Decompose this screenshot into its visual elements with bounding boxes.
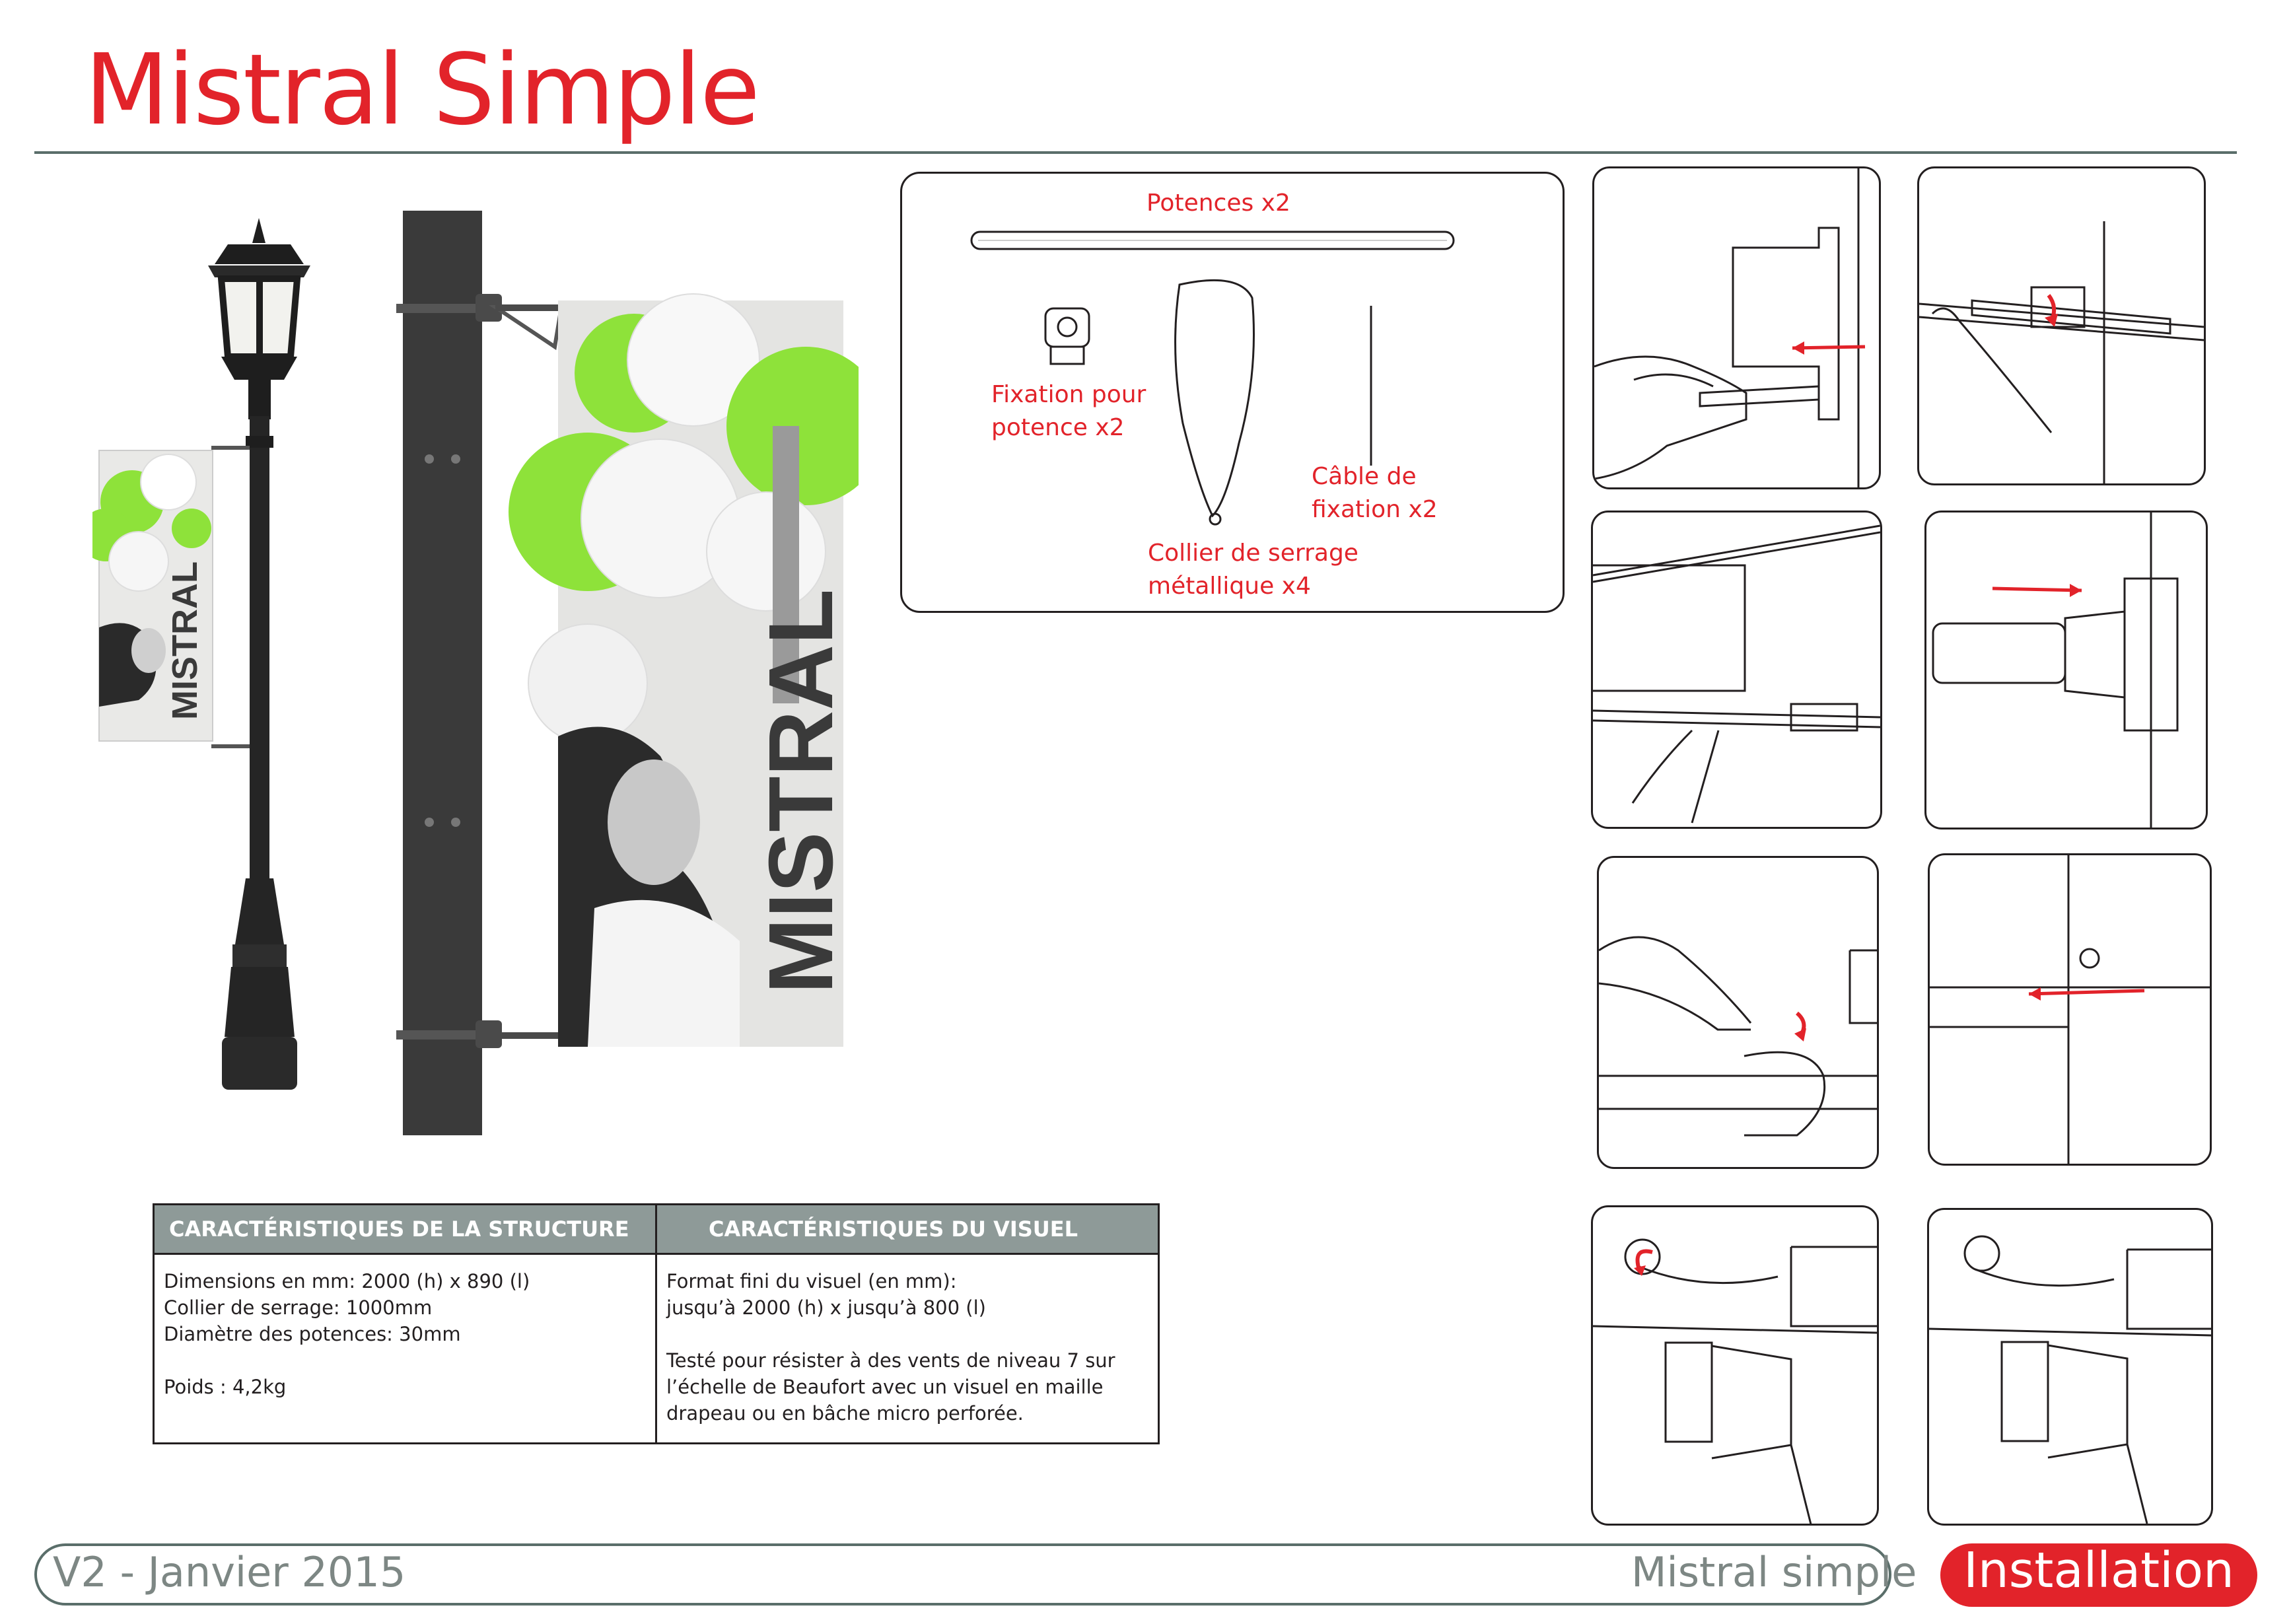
installation-step-1 [1592,166,1881,489]
label-cable: Câble de fixation x2 [1312,463,1438,523]
version-label: V2 - Janvier 2015 [53,1548,406,1596]
fixation-clamp-drawing [1038,303,1097,369]
installation-step-3 [1591,511,1882,829]
visuel-specs: Format fini du visuel (en mm): jusqu’à 2000 (h) x jusqu’à 800 (l) Testé pour résister à des vents de niveau 7 sur l’échelle de Beaufort avec un visuel en maille drapeau ou en bâche micro perforée. [656,1254,1159,1444]
installation-step-8 [1927,1208,2213,1526]
collier-strap-drawing [1166,271,1272,529]
installation-step-4 [1924,511,2208,830]
page-title: Mistral Simple [85,33,759,147]
footer-product-name: Mistral simple [1631,1548,1917,1596]
installation-step-2 [1917,166,2206,485]
label-fixation: Fixation pour potence x2 [991,381,1146,441]
visuel-header: CARACTÉRISTIQUES DU VISUEL [656,1205,1159,1254]
small-banner-brand: MISTRAL [165,561,205,720]
label-potences: Potences x2 [1146,190,1290,217]
section-badge-label: Installation [1963,1542,2234,1599]
pole-banner-illustration [396,208,859,1139]
potence-tube-drawing [968,225,1457,258]
title-divider [34,151,2237,154]
parts-list-panel [900,172,1565,613]
installation-step-6 [1928,853,2212,1166]
installation-step-5 [1597,856,1879,1169]
installation-step-7 [1591,1205,1879,1526]
cable-drawing [1364,303,1378,468]
structure-header: CARACTÉRISTIQUES DE LA STRUCTURE [154,1205,656,1254]
label-collier: Collier de serrage métallique x4 [1148,540,1358,600]
structure-specs: Dimensions en mm: 2000 (h) x 890 (l) Collier de serrage: 1000mm Diamètre des potences: 30mm Poids : 4,2kg [154,1254,656,1444]
specifications-table [153,1203,1160,1444]
lamp-post-illustration [92,218,330,1096]
large-banner-brand: MISTRAL [750,588,852,994]
